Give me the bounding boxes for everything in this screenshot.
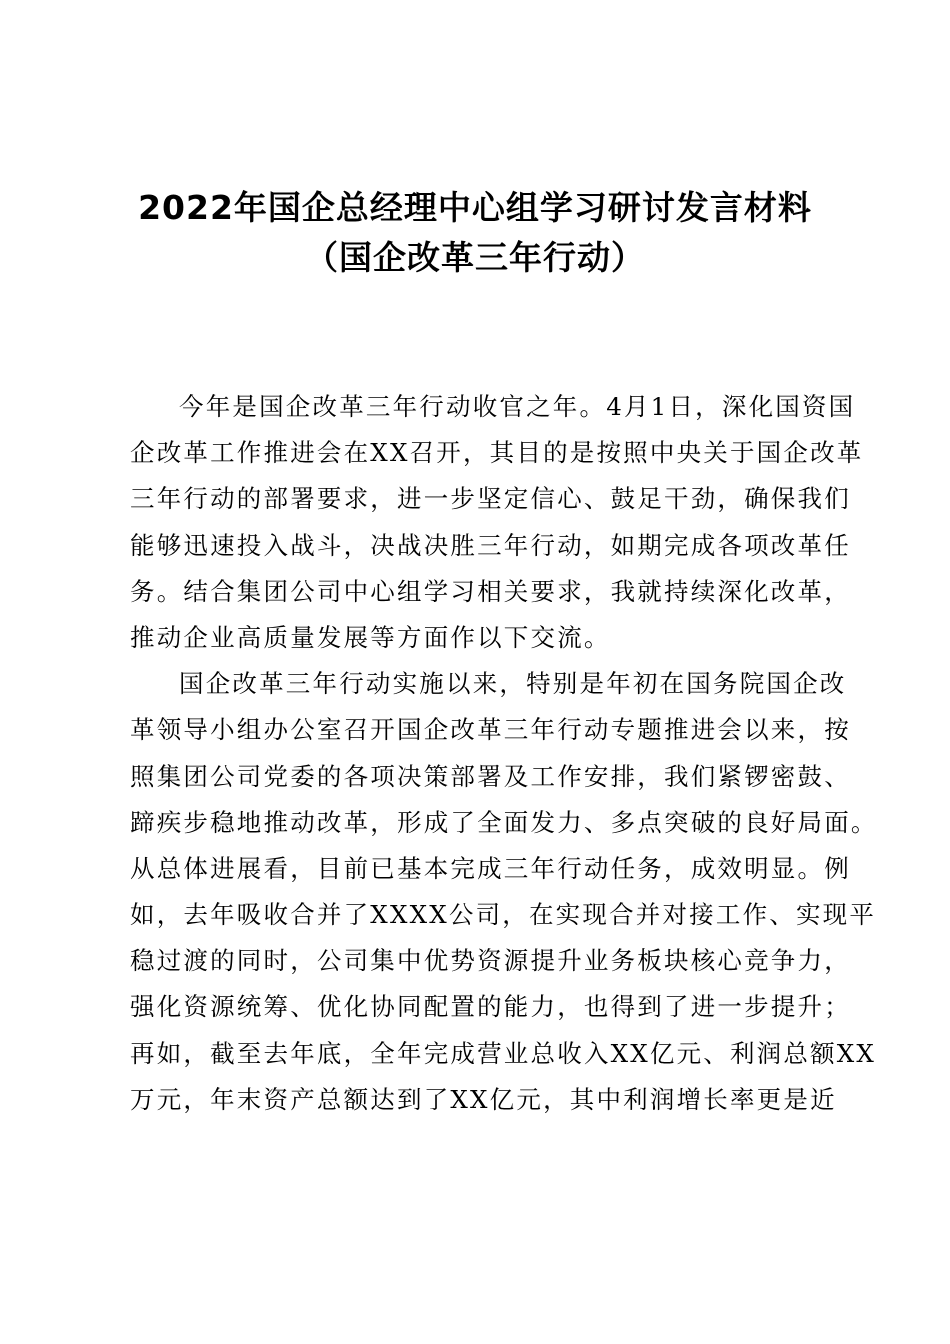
paragraph-2-line: 稳过渡的同时，公司集中优势资源提升业务板块核心竞争力， <box>130 946 851 976</box>
title-line-subtitle: （国企改革三年行动） <box>305 238 645 277</box>
paragraph-1-line: 三年行动的部署要求，进一步坚定信心、鼓足干劲，确保我们 <box>130 484 851 514</box>
paragraph-2-line: 革领导小组办公室召开国企改革三年行动专题推进会以来，按 <box>130 715 851 745</box>
paragraph-2-line: 从总体进展看，目前已基本完成三年行动任务，成效明显。例 <box>130 853 851 883</box>
paragraph-2-line: 万元，年末资产总额达到了XX亿元，其中利润增长率更是近 <box>130 1084 837 1114</box>
paragraph-2-line: 国企改革三年行动实施以来，特别是年初在国务院国企改 <box>179 669 847 699</box>
paragraph-2-line: 再如，截至去年底，全年完成营业总收入XX亿元、利润总额XX <box>130 1038 877 1068</box>
paragraph-1-line: 企改革工作推进会在XX召开，其目的是按照中央关于国企改革 <box>130 438 864 468</box>
paragraph-1-line: 推动企业高质量发展等方面作以下交流。 <box>130 622 611 652</box>
document-title <box>0 183 950 283</box>
title-line-main: 2022年国企总经理中心组学习研讨发言材料 <box>138 188 812 227</box>
paragraph-2-line: 如，去年吸收合并了XXXX公司，在实现合并对接工作、实现平 <box>130 900 877 930</box>
paragraph-2-line: 蹄疾步稳地推动改革，形成了全面发力、多点突破的良好局面。 <box>130 807 878 837</box>
document-body <box>130 384 878 1123</box>
paragraph-1-line: 能够迅速投入战斗，决战决胜三年行动，如期完成各项改革任 <box>130 530 851 560</box>
paragraph-2-line: 强化资源统筹、优化协同配置的能力，也得到了进一步提升； <box>130 992 851 1022</box>
paragraph-1-line: 今年是国企改革三年行动收官之年。4月1日，深化国资国 <box>179 392 856 421</box>
paragraph-1-line: 务。结合集团公司中心组学习相关要求，我就持续深化改革， <box>130 576 851 606</box>
paragraph-2-line: 照集团公司党委的各项决策部署及工作安排，我们紧锣密鼓、 <box>130 761 851 791</box>
